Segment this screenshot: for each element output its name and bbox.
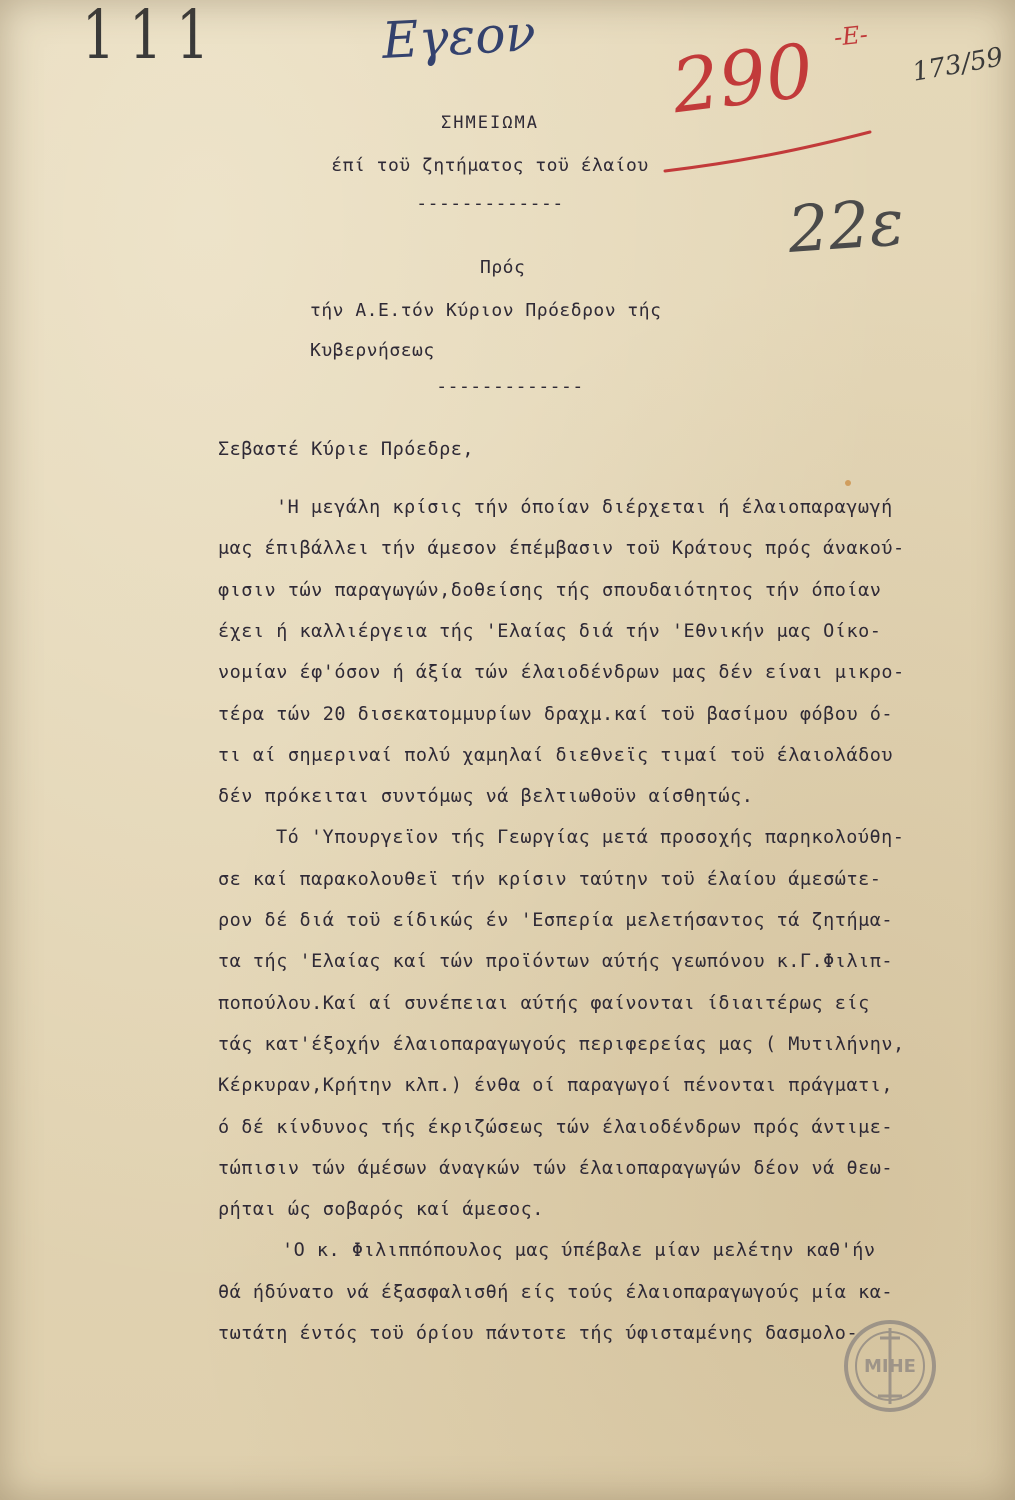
recipient-line: τήν Α.Ε.τόν Κύριον Πρόεδρον τής xyxy=(310,300,662,321)
document-subtitle: έπί τοϋ ζητήματος τοϋ έλαίου xyxy=(331,155,649,176)
body-line: Κέρκυραν,Κρήτην κλπ.) ένθα οί παραγωγοί πένονται πράγματι, xyxy=(218,1075,894,1097)
divider-line: ------------- xyxy=(436,376,584,397)
handwritten-word: Εγεον xyxy=(380,4,538,70)
body-line: τωτάτη έντός τοϋ όρίου πάντοτε τής ύφισταμένης δασμολο- xyxy=(218,1323,859,1344)
document-title: ΣΗΜΕΙΩΜΑ xyxy=(441,113,539,133)
stamp-text: ΜΙΗΕ xyxy=(864,1356,916,1377)
body-line: σε καί παρακολουθεϊ τήν κρίσιν ταύτην τοϋ έλαίου άμεσώτε- xyxy=(218,868,882,890)
body-line: θά ήδύνατο νά έξασφαλισθή είς τούς έλαιοπαραγωγούς μία κα- xyxy=(218,1281,894,1303)
handwritten-strokes: 111 xyxy=(82,0,224,75)
red-suffix: -Ε- xyxy=(832,20,870,52)
body-line: Τό 'Υπουργεϊον τής Γεωργίας μετά προσοχής παρηκολούθη- xyxy=(276,827,905,849)
body-line: δέν πρόκειται συντόμως νά βελτιωθοϋν αίσθητώς. xyxy=(218,786,754,808)
red-number: 290 xyxy=(667,27,818,131)
body-line: 'Η μεγάλη κρίσις τήν όποίαν διέρχεται ή έλαιοπαραγωγή xyxy=(276,497,893,518)
recipient-line: Κυβερνήσεως xyxy=(310,340,435,361)
recipient-label: Πρός xyxy=(480,257,526,278)
body-line: νομίαν έφ'όσον ή άξία τών έλαιοδένδρων μας δέν είναι μικρο- xyxy=(218,662,905,684)
body-line: φισιν τών παραγωγών,δοθείσης τής σπουδαιότητος τήν όποίαν xyxy=(218,579,882,601)
archive-stamp xyxy=(842,1318,938,1414)
salutation: Σεβαστέ Κύριε Πρόεδρε, xyxy=(218,439,475,460)
divider-line: ------------- xyxy=(416,193,564,214)
body-line: ρήται ώς σοβαρός καί άμεσος. xyxy=(218,1199,544,1221)
body-line: έχει ή καλλιέργεια τής 'Ελαίας διά τήν 'Εθνικήν μας Οίκο- xyxy=(218,620,882,642)
body-line: μας έπιβάλλει τήν άμεσον έπέμβασιν τοϋ Κράτους πρός άνακού- xyxy=(218,538,905,560)
body-line: ποπούλου.Καί αί συνέπειαι αύτής φαίνονται ίδιαιτέρως είς xyxy=(218,992,870,1014)
body-line: τέρα τών 20 δισεκατομμυρίων δραχμ.καί τοϋ βασίμου φόβου ό- xyxy=(218,703,894,725)
body-line: τάς κατ'έξοχήν έλαιοπαραγωγούς περιφερείας μας ( Μυτιλήνην, xyxy=(218,1033,905,1055)
body-line: 'Ο κ. Φιλιππόπουλος μας ύπέβαλε μίαν μελέτην καθ'ήν xyxy=(282,1240,876,1262)
body-line: τα τής 'Ελαίας καί τών προϊόντων αύτής γεωπόνου κ.Γ.Φιλιπ- xyxy=(218,951,894,973)
body-line: ρον δέ διά τοϋ είδικώς έν 'Εσπερία μελετήσαντος τά ζητήμα- xyxy=(218,910,894,931)
reference-number: 173/59 xyxy=(910,42,1006,88)
body-line: τώπισιν τών άμέσων άναγκών τών έλαιοπαραγωγών δέον νά θεω- xyxy=(218,1157,894,1179)
body-line: ό δέ κίνδυνος τής έκριζώσεως τών έλαιοδένδρων πρός άντιμε- xyxy=(218,1116,894,1138)
body-line: τι αί σημεριναί πολύ χαμηλαί διεθνεϊς τιμαί τοϋ έλαιολάδου xyxy=(218,744,894,766)
pencil-mark: 22ε xyxy=(785,186,907,268)
